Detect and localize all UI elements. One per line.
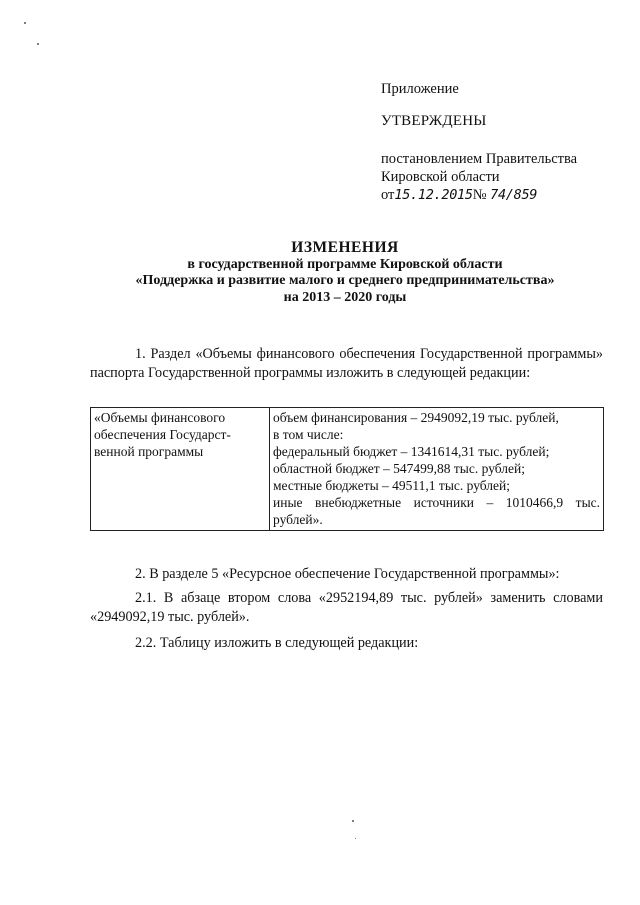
title-line-2: «Поддержка и развитие малого и среднего предпринимательства» [135,273,555,288]
funding-line-federal: федеральный бюджет – 1341614,31 тыс. рублей; [273,444,550,459]
funding-line-including: в том числе: [273,427,344,442]
document-title [90,240,600,306]
scan-speck [24,22,26,24]
date-number-line [381,186,611,204]
date-prefix: от [381,187,395,203]
appendix-label: Приложение [381,81,459,97]
table-row [91,408,604,531]
funding-line-other: иные внебюджетные источники – 1010466,9 тыс. [273,495,600,510]
scan-speck [352,820,354,822]
decree-line: постановлением Правительства [381,151,578,167]
funding-line-local: местные бюджеты – 49511,1 тыс. рублей; [273,478,511,493]
handwritten-date: 15.12.2015 [394,187,473,203]
title-main: ИЗМЕНЕНИЯ [291,239,399,256]
scan-speck [37,43,39,45]
title-line-3: на 2013 – 2020 годы [283,289,407,305]
funding-line-other-end: рублей». [273,512,323,527]
paragraph-2-1: 2.1. В абзаце втором слова «2952194,89 тыс. рублей» заменить словами «2949092,19 тыс. рублей». [90,590,603,626]
funding-line-total: объем финансирования – 2949092,19 тыс. рублей, [273,410,559,425]
title-line-1: в государственной программе Кировской области [187,256,503,272]
funding-values-cell [270,408,604,531]
funding-line-regional: областной бюджет – 547499,88 тыс. рублей; [273,461,525,476]
region-line: Кировской области [381,169,500,185]
approval-block [381,80,611,204]
paragraph-1: 1. Раздел «Объемы финансового обеспечения Государственной программы» паспорта Государственной программы изложить в следующей редакции: [90,346,603,382]
scan-speck [355,838,356,839]
approved-label: УТВЕРЖДЕНЫ [381,113,487,129]
paragraph-2: 2. В разделе 5 «Ресурсное обеспечение Государственной программы»: [135,566,560,583]
funding-table [90,407,604,531]
paragraph-2-2: 2.2. Таблицу изложить в следующей редакции: [135,635,419,652]
funding-label-cell: «Объемы финансового обеспечения Государст-венной программы [91,408,270,531]
number-prefix: № [472,187,487,203]
handwritten-number: 74/859 [490,187,538,203]
